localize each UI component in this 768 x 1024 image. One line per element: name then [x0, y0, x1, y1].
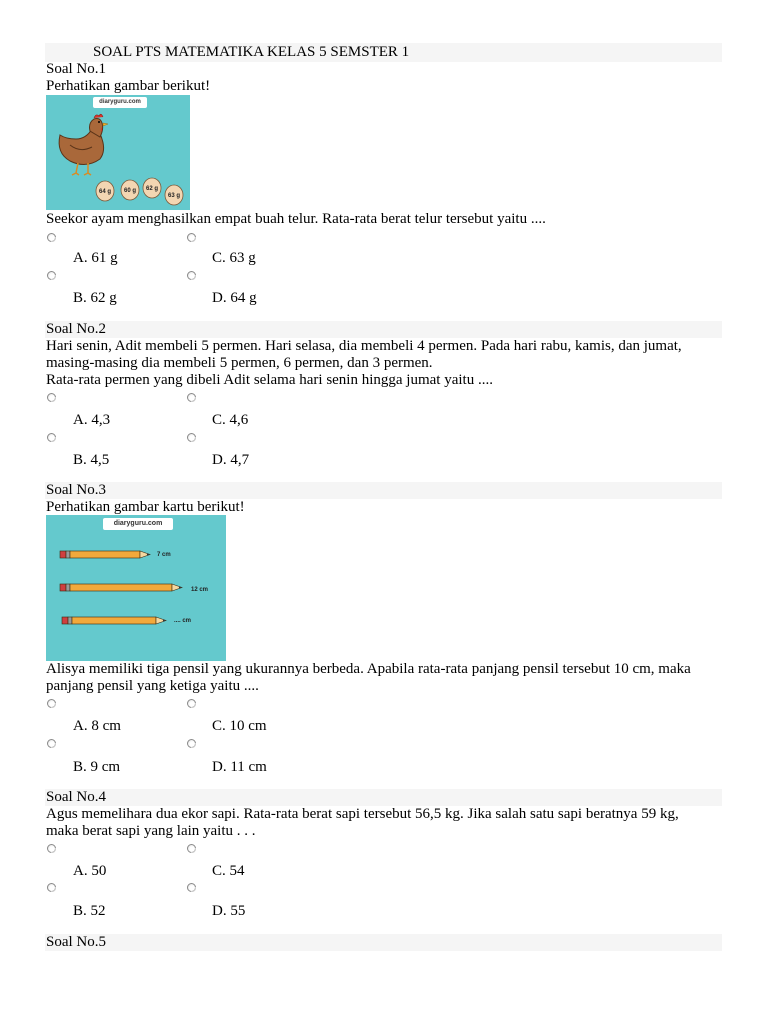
option-q3-a: A. 8 cm — [73, 718, 121, 734]
egg-label-4: 63 g — [167, 193, 181, 199]
option-q3-b: B. 9 cm — [73, 759, 121, 775]
image-watermark: diaryguru.com — [103, 518, 173, 530]
radio-q2-a[interactable] — [47, 393, 56, 402]
radio-q4-a[interactable] — [47, 844, 56, 853]
egg-label-1: 64 g — [98, 189, 112, 195]
question-3-text-line-1: Alisya memiliki tiga pensil yang ukurannya berbeda. Apabila rata-rata panjang pensil tersebut 10 cm, maka — [46, 661, 691, 677]
option-q2-a: A. 4,3 — [73, 412, 111, 428]
option-q1-d: D. 64 g — [212, 290, 257, 306]
question-2-text-line-2: masing-masing dia membeli 5 permen, 6 permen, dan 3 permen. — [46, 355, 433, 371]
question-1-number: Soal No.1 — [46, 61, 106, 77]
chicken-eggs-image — [46, 95, 190, 210]
egg-label-3: 62 g — [145, 186, 159, 192]
pencils-illustration — [46, 515, 226, 661]
question-3-header-bar — [45, 482, 722, 499]
question-2-number: Soal No.2 — [46, 321, 106, 337]
radio-q2-b[interactable] — [47, 433, 56, 442]
option-q4-d: D. 55 — [212, 903, 246, 919]
question-4-text-line-2: maka berat sapi yang lain yaitu . . . — [46, 823, 256, 839]
pencil-label-3: .... cm — [174, 618, 192, 624]
option-q4-b: B. 52 — [73, 903, 106, 919]
question-2-header-bar — [45, 321, 722, 338]
question-5-header-bar — [45, 934, 722, 951]
option-q2-d: D. 4,7 — [212, 452, 250, 468]
option-q1-c: C. 63 g — [212, 250, 256, 266]
radio-q1-d[interactable] — [187, 271, 196, 280]
question-3-number: Soal No.3 — [46, 482, 106, 498]
question-2-text-line-1: Hari senin, Adit membeli 5 permen. Hari selasa, dia membeli 4 permen. Pada hari rabu, kamis, dan jumat, — [46, 338, 682, 354]
option-q2-b: B. 4,5 — [73, 452, 110, 468]
radio-q3-d[interactable] — [187, 739, 196, 748]
question-5-number: Soal No.5 — [46, 934, 106, 950]
radio-q1-b[interactable] — [47, 271, 56, 280]
page-title: SOAL PTS MATEMATIKA KELAS 5 SEMSTER 1 — [93, 44, 410, 60]
radio-q4-d[interactable] — [187, 883, 196, 892]
radio-q3-a[interactable] — [47, 699, 56, 708]
question-1-intro: Perhatikan gambar berikut! — [46, 78, 211, 94]
radio-q2-d[interactable] — [187, 433, 196, 442]
option-q4-c: C. 54 — [212, 863, 245, 879]
question-4-text-line-1: Agus memelihara dua ekor sapi. Rata-rata berat sapi tersebut 56,5 kg. Jika salah satu sapi beratnya 59 kg, — [46, 806, 679, 822]
option-q1-a: A. 61 g — [73, 250, 118, 266]
radio-q1-a[interactable] — [47, 233, 56, 242]
option-q3-c: C. 10 cm — [212, 718, 267, 734]
radio-q1-c[interactable] — [187, 233, 196, 242]
question-4-number: Soal No.4 — [46, 789, 106, 805]
image-watermark: diaryguru.com — [93, 97, 147, 108]
question-2-text-line-3: Rata-rata permen yang dibeli Adit selama hari senin hingga jumat yaitu .... — [46, 372, 493, 388]
pencils-image — [46, 515, 226, 661]
title-bar — [45, 43, 722, 62]
egg-label-2: 60 g — [123, 188, 137, 194]
chicken-illustration — [46, 95, 190, 210]
option-q4-a: A. 50 — [73, 863, 107, 879]
radio-q3-b[interactable] — [47, 739, 56, 748]
question-3-text-line-2: panjang pensil yang ketiga yaitu .... — [46, 678, 259, 694]
question-4-header-bar — [45, 789, 722, 806]
radio-q4-b[interactable] — [47, 883, 56, 892]
pencil-label-2: 12 cm — [191, 587, 209, 593]
radio-q2-c[interactable] — [187, 393, 196, 402]
question-1-text: Seekor ayam menghasilkan empat buah telur. Rata-rata berat telur tersebut yaitu .... — [46, 211, 546, 227]
radio-q3-c[interactable] — [187, 699, 196, 708]
pencil-label-1: 7 cm — [157, 552, 171, 558]
option-q3-d: D. 11 cm — [212, 759, 267, 775]
option-q2-c: C. 4,6 — [212, 412, 249, 428]
option-q1-b: B. 62 g — [73, 290, 117, 306]
radio-q4-c[interactable] — [187, 844, 196, 853]
question-3-intro: Perhatikan gambar kartu berikut! — [46, 499, 245, 515]
